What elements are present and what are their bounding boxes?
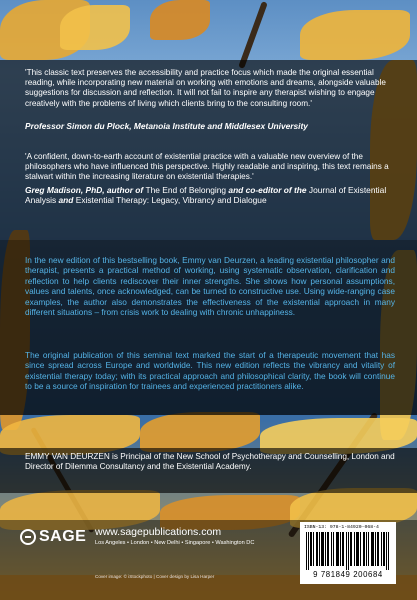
isbn-label: ISBN-13: 978-1-84920-068-4 [304,525,379,530]
leaf [150,0,210,40]
sage-logo: SAGE [20,528,86,546]
blurb-paragraph: The original publication of this seminal text marked the start of a therapeutic movement that has since spread across Europe and worldwide. This new edition reflects the vibrancy and vitality of existential therapy today; with its practical approach and philosophical clarity, the book will continue to be a source of inspiration for trainees and experienced practitioners alike. [25,350,395,392]
barcode-icon [306,532,390,570]
cover-credits: Cover image: © iStockphoto | Cover design by Lisa Harper [95,574,215,579]
tree-branch [238,1,268,69]
review-quote: 'This classic text preserves the accessibility and practice focus which made the original essential reading, while incorporating new material on working with emotions and dreams, alongside valuable suggestions for discussion and reflection. It will not fail to inspire any therapist wishing to engage creatively with the problems of living which clients bring to the consulting room.' [25,68,386,108]
review-attribution: Professor Simon du Plock, Metanoia Institute and Middlesex University [25,121,308,131]
leaf [300,10,410,60]
review-quote: 'A confident, down-to-earth account of existential practice with a valuable new overview of the philosophers who have influenced this perspective. Highly readable and inspiring, this text remains a stalwart within the increasing literature on existential therapies.' [25,152,389,182]
publisher-url: www.sagepublications.com [95,526,222,538]
sage-logo-icon [20,529,36,545]
leaf [140,412,260,452]
review-attribution: Greg Madison, PhD, author of The End of Belonging and co-editor of the Journal of Existential Analysis and Existential Therapy: Legacy, Vibrancy and Dialogue [25,185,387,206]
author-bio: EMMY VAN DEURZEN is Principal of the New School of Psychotherapy and Counselling, London and Director of Dilemma Consultancy and the Existential Academy. [25,452,395,472]
isbn-number: 9 781849 200684 [313,570,383,579]
barcode [300,522,396,584]
publisher-cities: Los Angeles • London • New Delhi • Singapore • Washington DC [95,540,255,546]
blurb-paragraph: In the new edition of this bestselling book, Emmy van Deurzen, a leading existential philosopher and therapist, presents a practical method of working, using systematic observation, clarification and reflection to help clients rediscover their inner strengths. She shows how personal assumptions, values and talents, once acknowledged, can be turned to constructive use. Using wide-ranging case examples, the author also demonstrates the effectiveness of the existential approach in many different situations – from crisis work to dealing with chronic unhappiness. [25,255,395,318]
leaf [60,5,130,50]
